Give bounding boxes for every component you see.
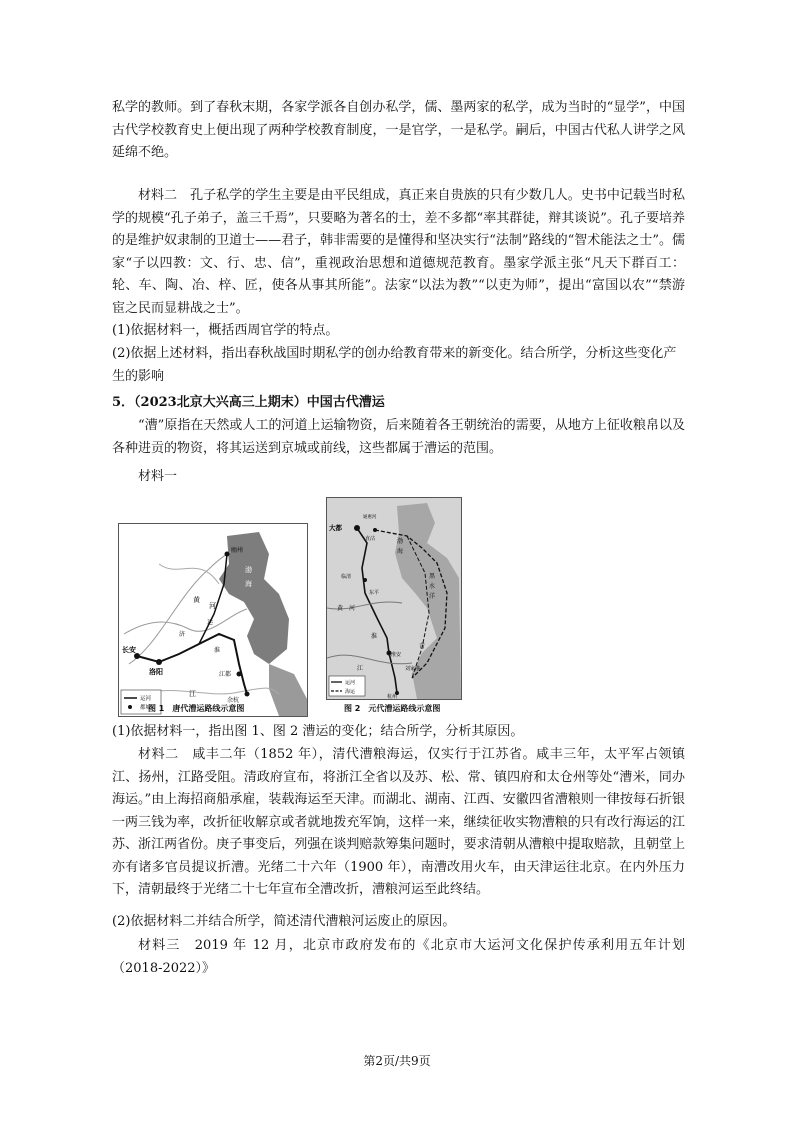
label-hai: 海 (397, 548, 404, 555)
question-5-1: (1)依据材料一，指出图 1、图 2 漕运的变化；结合所学，分析其原因。 (112, 724, 524, 739)
yuan-legend-sea: 海运 (345, 689, 356, 695)
material-one-label: 材料一 (138, 469, 178, 484)
material-two-text: 材料二 孔子私学的学生主要是由平民组成，真正来自贵族的只有少数几人。史书中记载当时私学的规模“孔子弟子，盖三千焉”，只要略为著名的士，差不多都“率其群徒，辩其谈说”。孔子要培养的是维护奴隶制的卫道士——君子，韩非需要的是懂得和坚决实行“法制”路线的“智术能法之士”。儒家“子以四教：文、行、忠、信”，重视政治思想和道德规范教育。墨家学派主张“凡天下群百工：轮、车、陶、冶、梓、匠，使各从事其所能”。法家“以法为教”“以吏为师”，提出“富国以农”“禁游宦之民而显耕战之士”。 (112, 188, 685, 316)
label-huang: 黄 (193, 596, 200, 604)
linqing-marker (363, 578, 367, 582)
label-hangzhou: 杭州 (387, 694, 398, 699)
material-5-three-text: 材料三 2019 年 12 月，北京市政府发布的《北京市大运河文化保护传承利用五年计划（2018-2022）》 (112, 938, 685, 976)
section-5-heading: 5．（2023北京大兴高三上期末）中国古代漕运 (112, 395, 385, 410)
yuan-map-svg (327, 498, 461, 699)
label-hai: 海 (245, 580, 252, 588)
label-hei: 黑 (429, 573, 436, 580)
figure-2-yuan-map (326, 497, 462, 700)
label-dadu: 大都 (329, 524, 342, 532)
tang-legend-capital-dot (128, 705, 132, 709)
label-tonghui: 通惠河 (363, 515, 377, 520)
label-changan: 长安 (122, 646, 136, 654)
zhigu-marker (373, 528, 377, 532)
label-qing: 青 (419, 643, 426, 650)
question-1: (1)依据材料一，概括西周官学的特点。 (112, 323, 339, 338)
label-huai: 淮 (371, 633, 378, 640)
jiangdu-marker (237, 672, 242, 677)
label-he: 河 (349, 605, 356, 612)
label-jiang: 江 (357, 665, 364, 672)
label-yun: 运 (207, 619, 214, 626)
tang-legend-capital: 都城 (140, 705, 152, 711)
label-youzhou: 幽州 (231, 547, 244, 554)
label-yang: 洋 (429, 593, 436, 600)
label-jiang: 江 (189, 690, 196, 698)
tang-legend-canal: 运河 (140, 696, 152, 702)
page-footer: 第2页/共9页 (363, 1054, 431, 1068)
figure-1-tang-map (118, 523, 308, 717)
label-bo: 渤 (245, 566, 252, 574)
label-ji: 济 (179, 631, 186, 638)
figure-1-caption: 图 1 唐代漕运路线示意图 (148, 704, 245, 713)
question-5-2: (2)依据材料二并结合所学，简述清代漕粮河运废止的原因。 (112, 914, 456, 929)
section-5-intro: “漕”原指在天然或人工的河道上运输物资，后来随着各王朝统治的需要，从地方上征收粮帛以及各种进贡的物资，将其运送到京城或前线，这些都属于漕运的范围。 (112, 418, 685, 456)
paragraph-top: 私学的教师。到了春秋末期，各家学派各自创办私学，儒、墨两家的私学，成为当时的“显学”，中国古代学校教育史上便出现了两种学校教育制度，一是官学，一是私学。嗣后，中国古代私人讲学之风延绵不绝。 (112, 100, 685, 160)
label-yuhang: 余杭 (227, 697, 240, 704)
label-huang: 黄 (337, 605, 344, 612)
dadu-marker (354, 525, 360, 531)
label-huaian: 淮安 (391, 652, 402, 658)
label-liujiagang: 刘家港 (405, 666, 421, 672)
label-bo: 渤 (397, 538, 404, 545)
label-dongping: 东平 (369, 590, 380, 596)
label-jiangdu: 江都 (219, 671, 232, 678)
question-2: (2)依据上述材料，指出春秋战国时期私学的创办给教育带来的新变化。结合所学，分析这些变化产生的影响 (112, 346, 677, 384)
label-huai: 淮 (214, 647, 221, 654)
label-zhigu: 直沽 (365, 536, 376, 542)
youzhou-marker (225, 552, 230, 557)
yuhang-marker (245, 692, 250, 697)
label-shui: 水 (429, 583, 436, 590)
label-luoyang: 洛阳 (149, 668, 163, 676)
tang-map-svg (119, 524, 307, 716)
figure-2-caption: 图 2 元代漕运路线示意图 (344, 704, 441, 713)
label-linqing: 临清 (341, 574, 352, 580)
material-5-two-text: 材料二 咸丰二年（1852 年），清代漕粮海运，仅实行于江苏省。咸丰三年，太平军占领镇江、扬州，江路受阻。清政府宣布，将浙江全省以及苏、松、常、镇四府和太仓州等处“漕米，同办海运。”由上海招商船承雇，装载海运至天津。而湖北、湖南、江西、安徽四省漕粮则一律按每石折银一两三钱为率，改折征收解京或者就地拨充军饷，这样一来，继续征收实物漕粮的只有改行海运的江苏、浙江两省份。庚子事变后，列强在谈判赔款筹集问题时，要求清朝从漕粮中提取赔款，且朝堂上亦有诸多官员提议折漕。光绪二十六年（1900 年），南漕改用火车，由天津运往北京。在内外压力下，清朝最终于光绪二十七年宣布全漕改折，漕粮河运至此终结。 (112, 747, 685, 897)
yuan-legend-canal: 运河 (345, 680, 356, 686)
label-he: 河 (209, 602, 216, 610)
luoyang-marker (156, 659, 162, 665)
